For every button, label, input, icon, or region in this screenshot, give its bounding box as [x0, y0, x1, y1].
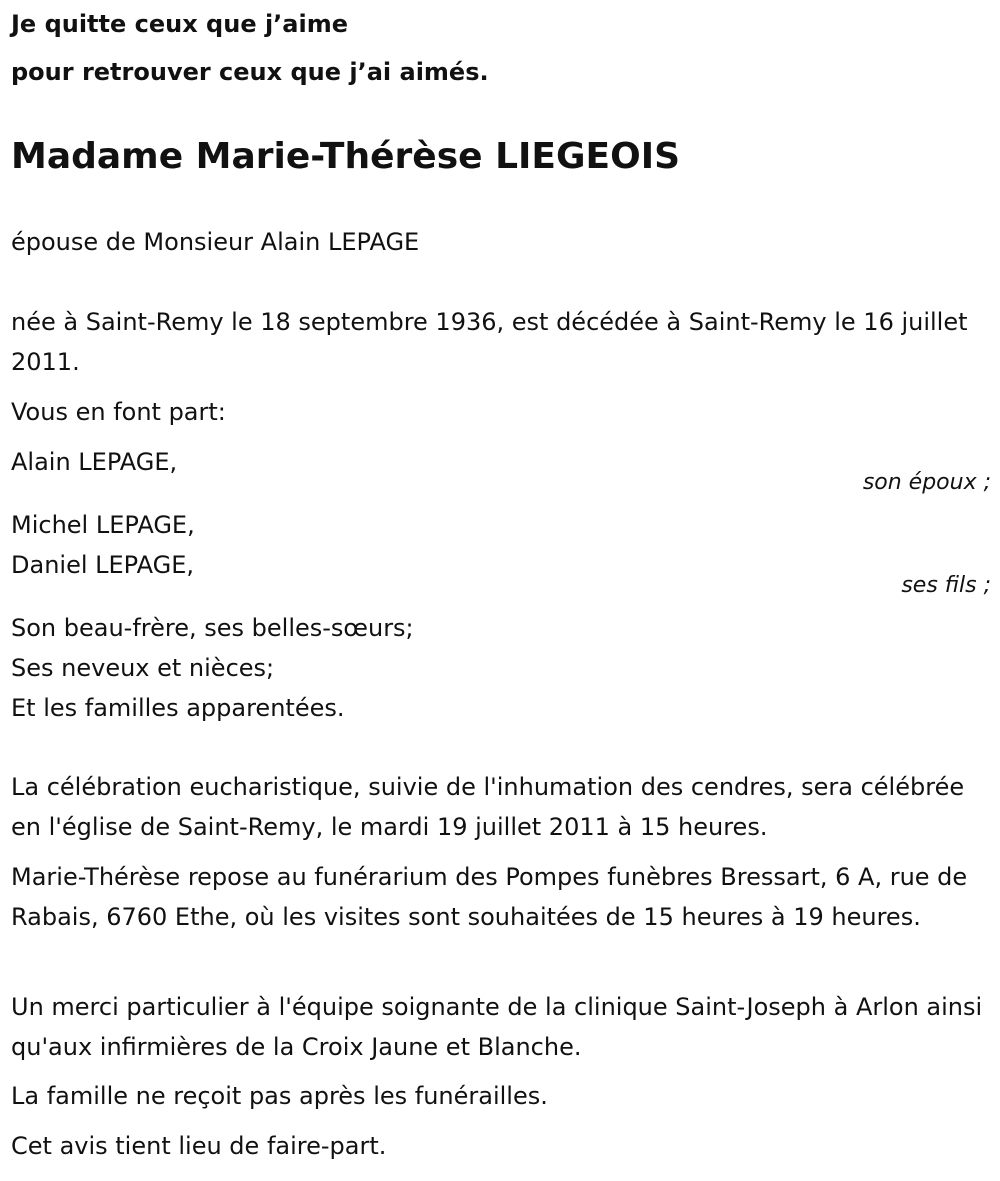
- announcement-intro: Vous en font part:: [11, 398, 226, 426]
- funerarium-paragraph: Marie-Thérèse repose au funérarium des Pompes funèbres Bressart, 6 A, rue de Rabais, 6760 Ethe, où les visites sont souhaitées de 15 heures à 19 heures.: [11, 863, 968, 931]
- epigraph: [11, 0, 991, 96]
- family-spouse-name: Alain LEPAGE,: [11, 448, 178, 476]
- family-son-1: Michel LEPAGE,: [11, 511, 195, 539]
- thanks-paragraph: Un merci particulier à l'équipe soignante de la clinique Saint-Joseph à Arlon ainsi qu'aux infirmières de la Croix Jaune et Blanche.: [11, 993, 983, 1061]
- spouse-line: épouse de Monsieur Alain LEPAGE: [11, 228, 420, 256]
- family-other-1: Son beau-frère, ses belles-sœurs;: [11, 614, 414, 642]
- family-spouse-relation: son époux ;: [862, 470, 991, 495]
- notice-paragraph: Cet avis tient lieu de faire-part.: [11, 1132, 387, 1160]
- family-sons: [11, 505, 991, 585]
- family-other-2: Ses neveux et nièces;: [11, 654, 275, 682]
- birth-death-text: née à Saint-Remy le 18 septembre 1936, est décédée à Saint-Remy le 16 juillet 2011.: [11, 308, 968, 376]
- family-sons-relation: ses fils ;: [901, 573, 991, 598]
- family-others: [11, 608, 991, 728]
- epigraph-line-1: Je quitte ceux que j’aime: [11, 10, 349, 38]
- deceased-name: Madame Marie-Thérèse LIEGEOIS: [11, 136, 681, 177]
- no-reception-paragraph: La famille ne reçoit pas après les funérailles.: [11, 1082, 548, 1110]
- family-son-2: Daniel LEPAGE,: [11, 551, 194, 579]
- ceremony-paragraph: La célébration eucharistique, suivie de l'inhumation des cendres, sera célébrée en l'église de Saint-Remy, le mardi 19 juillet 2011 à 15 heures.: [11, 773, 965, 841]
- family-other-3: Et les familles apparentées.: [11, 694, 345, 722]
- epigraph-line-2: pour retrouver ceux que j’ai aimés.: [11, 58, 489, 86]
